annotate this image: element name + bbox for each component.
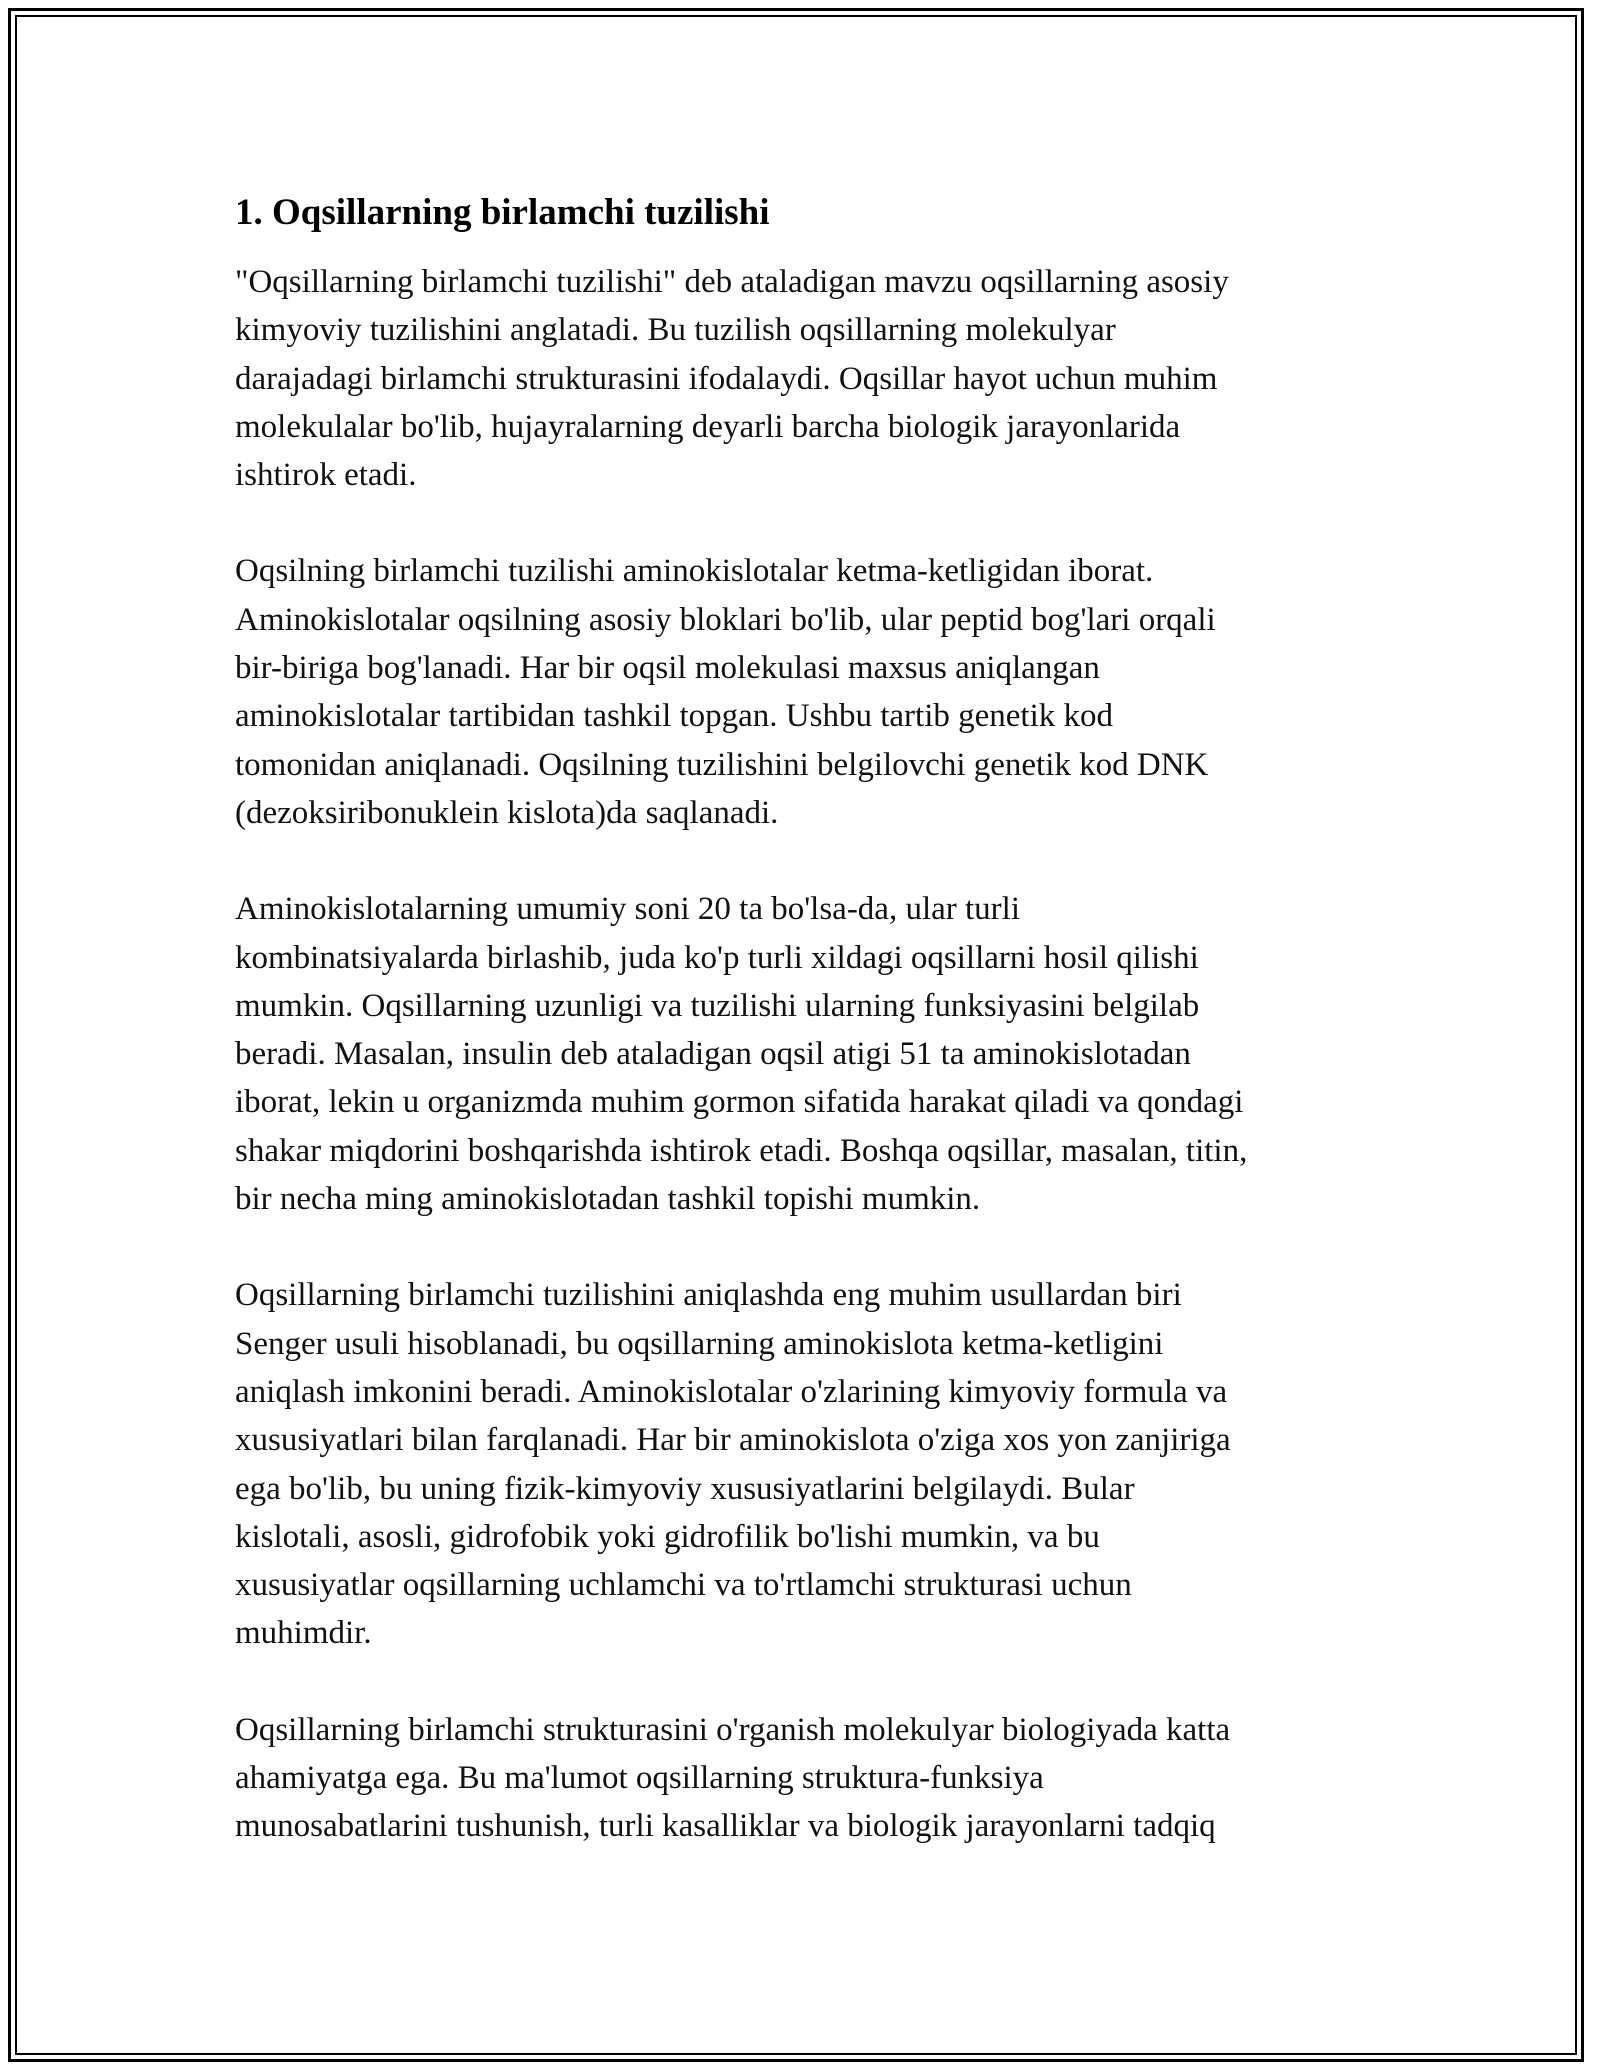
paragraph-list	[235, 258, 1365, 1851]
paragraph-line: Senger usuli hisoblanadi, bu oqsillarning aminokislota ketma-ketligini	[235, 1325, 1164, 1362]
paragraph-4	[235, 1271, 1365, 1657]
paragraph-line: tomonidan aniqlanadi. Oqsilning tuzilishini belgilovchi genetik kod DNK	[235, 746, 1209, 783]
paragraph-line: shakar miqdorini boshqarishda ishtirok etadi. Boshqa oqsillar, masalan, titin,	[235, 1132, 1248, 1169]
paragraph-line: Oqsilning birlamchi tuzilishi aminokislotalar ketma-ketligidan iborat.	[235, 553, 1154, 590]
paragraph-line: mumkin. Oqsillarning uzunligi va tuzilishi ularning funksiyasini belgilab	[235, 987, 1200, 1024]
paragraph-line: xususiyatlar oqsillarning uchlamchi va to'rtlamchi strukturasi uchun	[235, 1567, 1132, 1604]
paragraph-line: xususiyatlari bilan farqlanadi. Har bir aminokislota o'ziga xos yon zanjiriga	[235, 1422, 1231, 1459]
paragraph-line: Oqsillarning birlamchi tuzilishini aniqlashda eng muhim usullardan biri	[235, 1277, 1182, 1314]
document-body	[235, 180, 1365, 1899]
paragraph-line: ishtirok etadi.	[235, 457, 417, 494]
paragraph-line: darajadagi birlamchi strukturasini ifodalaydi. Oqsillar hayot uchun muhim	[235, 360, 1218, 397]
paragraph-line: "Oqsillarning birlamchi tuzilishi" deb ataladigan mavzu oqsillarning asosiy	[235, 264, 1229, 300]
paragraph-line: muhimdir.	[235, 1615, 372, 1652]
paragraph-5	[235, 1706, 1365, 1851]
paragraph-line: bir necha ming aminokislotadan tashkil topishi mumkin.	[235, 1181, 981, 1218]
paragraph-line: kimyoviy tuzilishini anglatadi. Bu tuzilish oqsillarning molekulyar	[235, 312, 1116, 349]
paragraph-line: kombinatsiyalarda birlashib, juda ko'p turli xildagi oqsillarni hosil qilishi	[235, 939, 1199, 976]
section-heading: 1. Oqsillarning birlamchi tuzilishi	[235, 192, 770, 233]
paragraph-line: molekulalar bo'lib, hujayralarning deyarli barcha biologik jarayonlarida	[235, 408, 1181, 445]
paragraph-line: bir-biriga bog'lanadi. Har bir oqsil molekulasi maxsus aniqlangan	[235, 650, 1100, 687]
paragraph-line: munosabatlarini tushunish, turli kasalliklar va biologik jarayonlarni tadqiq	[235, 1808, 1216, 1845]
paragraph-line: (dezoksiribonuklein kislota)da saqlanadi.	[235, 794, 779, 831]
paragraph-line: iborat, lekin u organizmda muhim gormon sifatida harakat qiladi va qondagi	[235, 1084, 1244, 1121]
paragraph-line: Aminokislotalarning umumiy soni 20 ta bo'lsa-da, ular turli	[235, 891, 1021, 928]
paragraph-line: Oqsillarning birlamchi strukturasini o'rganish molekulyar biologiyada katta	[235, 1711, 1231, 1748]
paragraph-line: Aminokislotalar oqsilning asosiy bloklari bo'lib, ular peptid bog'lari orqali	[235, 601, 1216, 638]
paragraph-line: aniqlash imkonini beradi. Aminokislotalar o'zlarining kimyoviy formula va	[235, 1373, 1228, 1410]
paragraph-line: beradi. Masalan, insulin deb ataladigan oqsil atigi 51 ta aminokislotadan	[235, 1036, 1191, 1073]
paragraph-2	[235, 547, 1365, 837]
paragraph-line: ahamiyatga ega. Bu ma'lumot oqsillarning struktura-funksiya	[235, 1760, 1044, 1797]
paragraph-3	[235, 885, 1365, 1223]
paragraph-line: ega bo'lib, bu uning fizik-kimyoviy xususiyatlarini belgilaydi. Bular	[235, 1470, 1135, 1507]
paragraph-line: kislotali, asosli, gidrofobik yoki gidrofilik bo'lishi mumkin, va bu	[235, 1518, 1100, 1555]
paragraph-line: aminokislotalar tartibidan tashkil topgan. Ushbu tartib genetik kod	[235, 698, 1113, 735]
paragraph-1	[235, 258, 1365, 499]
